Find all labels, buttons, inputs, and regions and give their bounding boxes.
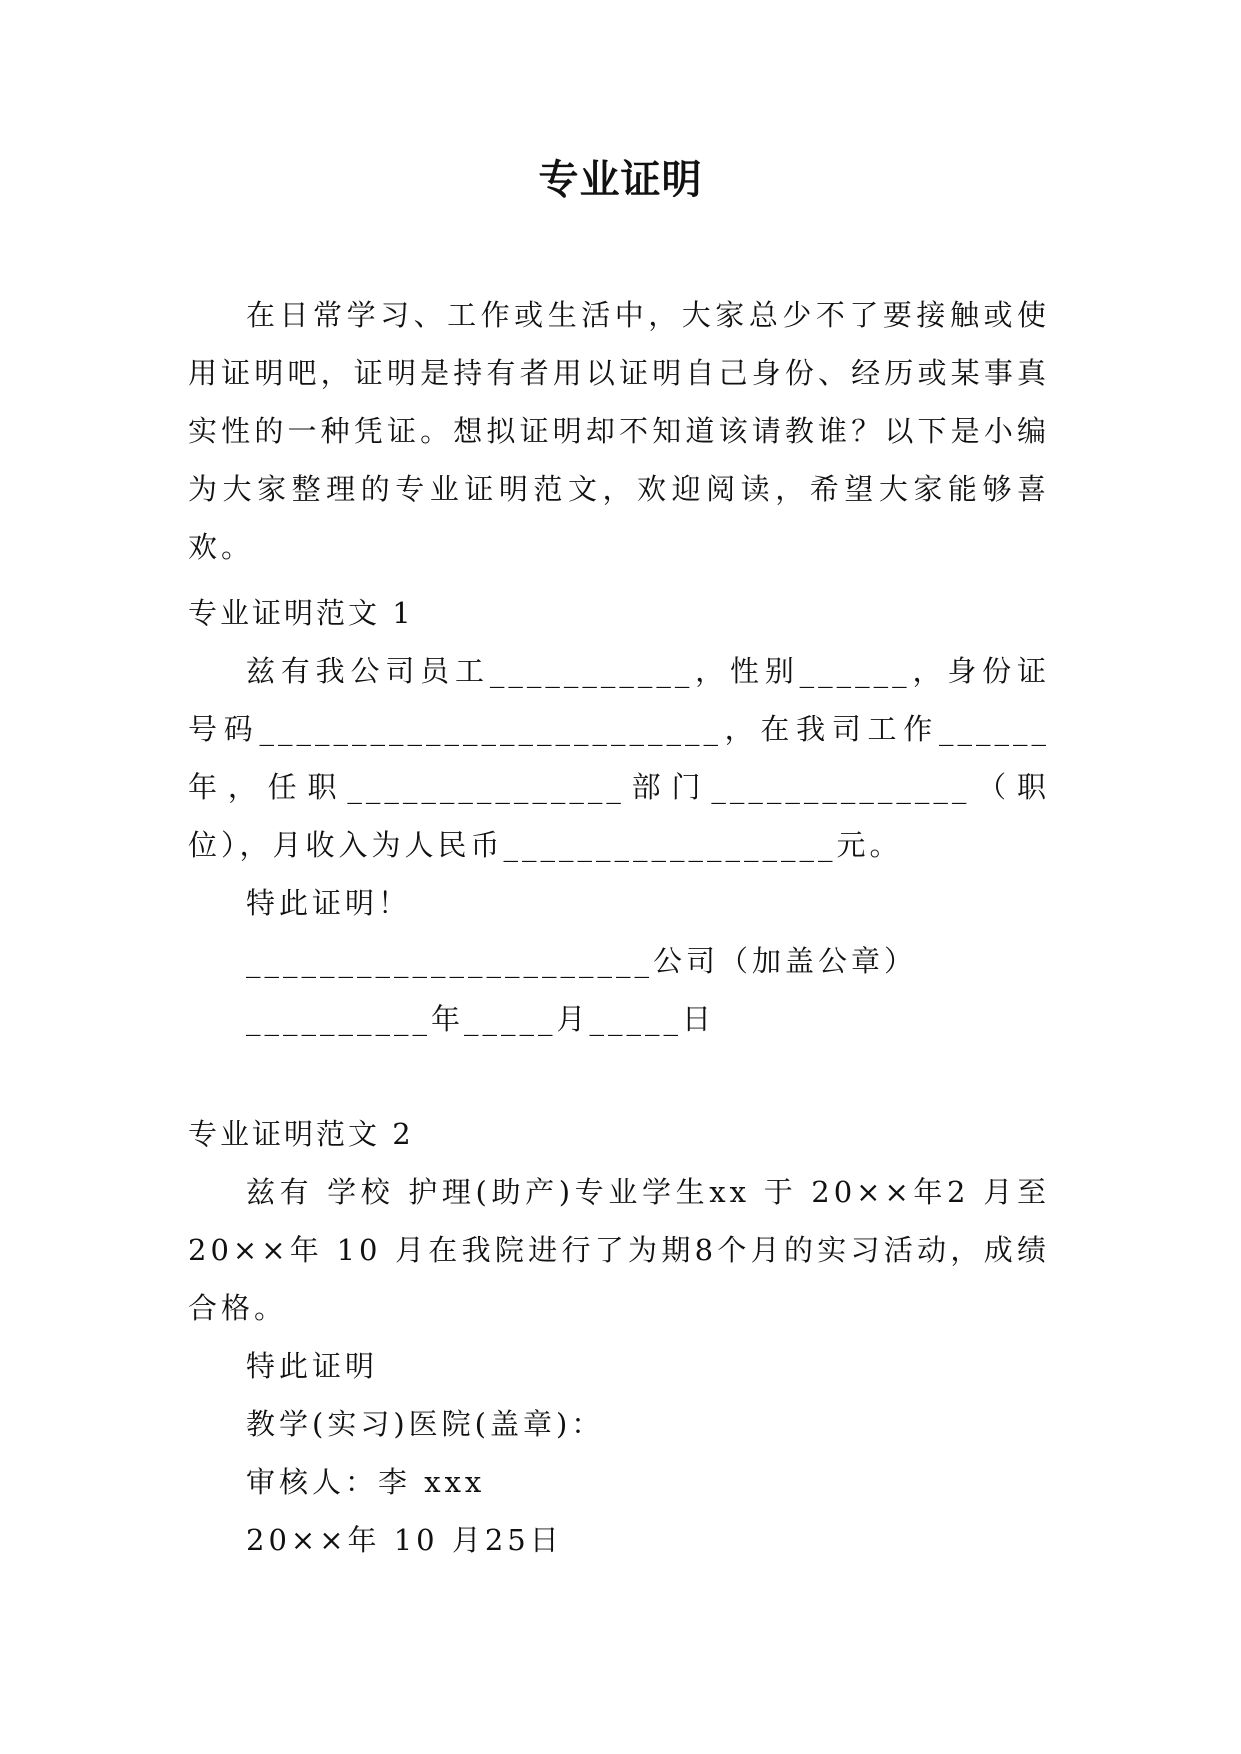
sample-1-date-line: __________年_____月_____日 <box>246 1002 716 1036</box>
sample-1-closing: 特此证明！ <box>246 886 412 920</box>
sample-2-section <box>188 1105 1050 1569</box>
intro-paragraph: 在日常学习、工作或生活中，大家总少不了要接触或使用证明吧，证明是持有者用以证明自己身份、经历或某事真实性的一种凭证。想拟证明却不知道该请教谁？以下是小编为大家整理的专业证明范文，欢迎阅读，希望大家能够喜欢。 <box>188 298 1050 564</box>
intro-section <box>188 286 1050 576</box>
sample-1-heading: 专业证明范文 1 <box>188 596 414 630</box>
sample-2-reviewer-line: 审核人：李 xxx <box>246 1465 486 1499</box>
sample-2-hospital-line: 教学(实习)医院(盖章)： <box>246 1407 605 1441</box>
sample-2-heading: 专业证明范文 2 <box>188 1117 414 1151</box>
sample-2-body: 兹有 学校 护理(助产)专业学生xx 于 20××年2 月至 20××年 10 月在我院进行了为期8个月的实习活动，成绩合格。 <box>188 1175 1050 1325</box>
sample-1-company-line: ______________________公司（加盖公章） <box>246 944 918 978</box>
sample-1-section <box>188 584 1050 1048</box>
page-title: 专业证明 <box>538 157 703 203</box>
sample-2-closing: 特此证明 <box>246 1349 379 1383</box>
sample-1-body: 兹有我公司员工___________，性别______，身份证号码_________________________，在我司工作______年，任职_______________部门______________（职位），月收入为人民币__________________元。 <box>188 654 1050 862</box>
sample-2-date-line: 20××年 10 月25日 <box>246 1523 563 1557</box>
